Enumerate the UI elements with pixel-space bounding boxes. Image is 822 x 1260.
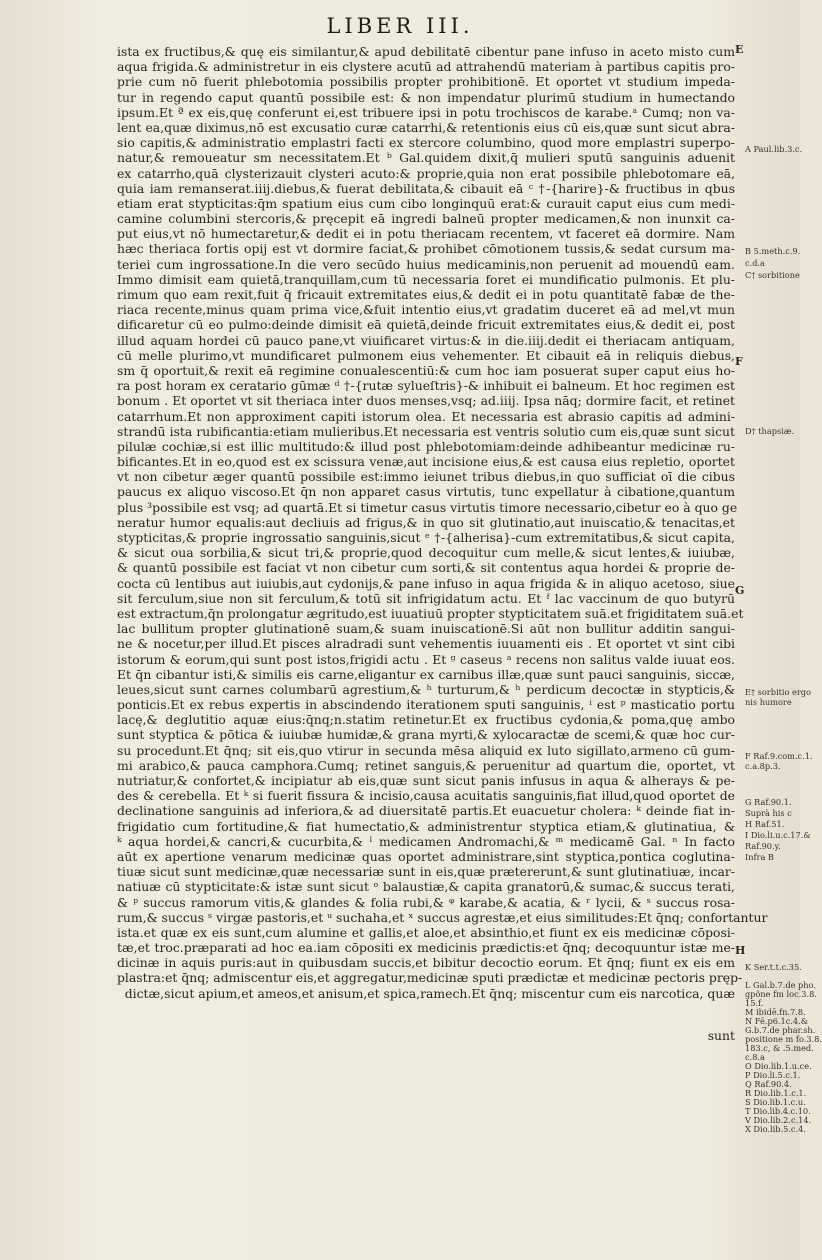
text-line: tæ,et troc.præparati ad hoc ea.iam cōpositi ex medicinis prædictis:et q̄nq; decoquuntur istæ me- — [117, 940, 735, 956]
text-line: camine columbini stercoris,& pręcepit eā ingredi balneū propter medicamen,& non inunxit ca- — [117, 211, 735, 227]
text-line: & sicut oua sorbilia,& sicut tri,& proprie,quod decoquitur cum melle,& sicut lentes,& iuiubæ, — [117, 545, 735, 561]
marginal-note: nis humore — [745, 697, 792, 707]
text-line: ipsum.Et ª ex eis,quę conferunt ei,est tribuere ipsi in potu trochiscos de karabe.ᵃ Cumq; non va- — [117, 104, 735, 120]
text-line: sm q̄ oportuit,& rexit eā regimine conualescentiū:& cum hoc iam posuerat super caput eius ho- — [117, 362, 735, 378]
text-line: dificaretur cū eo pulmo:deinde dimisit eā quietā,deinde fricuit extremitates eius,& dedit ei, post — [117, 317, 735, 333]
section-letter-mark: F — [735, 355, 743, 368]
text-line: sit ferculum,siue non sit ferculum,& totū sit infrigidatum actu. Et ᶠ lac vaccinum de quo butyrū — [117, 590, 735, 606]
text-line: riaca recente,minus quam prima vice,&fuit intentio eius,vt gradatim duceret eā ad mel,vt mun — [117, 302, 735, 318]
text-line: sunt styptica & pōtica & iuiubæ humidæ,& grana myrti,& xylocaractæ de scemi,& quæ hoc cur- — [117, 727, 735, 743]
text-line: Et q̄n cibantur isti,& similis eis carne,eligantur ex carnibus illæ,quæ sunt pauci sanguinis, siccæ, — [117, 666, 735, 682]
text-line: lacę,& deglutitio aquæ eius:q̄nq;n.statim retinetur.Et ex fructibus cydonia,& poma,quę ambo — [117, 712, 735, 728]
text-line: plus ³possibile est vsq; ad quartā.Et si timetur casus virtutis timore necessario,cibetur eo à quo ge — [117, 499, 738, 515]
marginal-note: H Raf.51. — [745, 819, 785, 829]
text-line: mi arabico,& pauca camphora.Cumq; retinet sanguis,& peruenitur ad quartum die, oportet, vt — [117, 757, 735, 773]
text-line: catarrhum.Et non approximent capiti istorum olea. Et necessaria est abrasio capitis ad admini- — [117, 408, 735, 424]
marginal-note: 15.f. — [745, 998, 764, 1008]
marginal-note: S Dio.lib.1.c.u. — [745, 1097, 806, 1107]
marginal-note: A Paul.lib.3.c. — [745, 144, 803, 154]
section-letter-mark: E — [735, 43, 744, 56]
text-line: leues,sicut sunt carnes columbarū agrestium,& ʰ turturum,& ʰ perdicum decoctæ in stypticis,& — [117, 681, 735, 697]
marginal-note: V Dio.lib.2.c.14. — [745, 1115, 812, 1125]
text-line: natiuæ cū stypticitate:& istæ sunt sicut ᵒ balaustiæ,& capita granatorū,& sumac,& succus terati, — [117, 879, 735, 895]
text-line: declinatione sanguinis ad inferiora,& ad diuersitatē partis.Et euacuetur cholera: ᵏ deinde fiat in- — [117, 803, 735, 819]
text-line: quia iam remanserat.iiij.diebus,& fuerat debilitata,& cibauit eā ᶜ †-{harire}-& fructibus in qbus — [117, 180, 735, 196]
marginal-note: L Gal.b.7.de pho. — [745, 980, 816, 990]
marginal-note: I Dio.li.u.c.17.& — [745, 830, 811, 840]
marginal-note: D† thapsiæ. — [745, 426, 795, 436]
marginal-note: G.b.7.de phar.sh. — [745, 1025, 816, 1035]
text-line: stypticitas,& proprie ingrossatio sanguinis,sicut ᵉ †-{alherisa}-cum extremitatibus,& sicut capita, — [117, 530, 735, 545]
text-line: bificantes.Et in eo,quod est ex scissura venæ,aut incisione eius,& est causa eius repletio, oportet — [117, 454, 735, 470]
marginal-note: positione m fo.3.8. — [745, 1034, 822, 1044]
text-line: aqua frigida.& administretur in eis clystere acutū ad attrahendū materiam à partibus capitis pro- — [117, 59, 735, 75]
text-line: aūt ex apertione venarum medicinæ quas oportet administrare,sint styptica,pontica coglutina- — [117, 848, 735, 864]
marginal-note: P Dio.li.5.c.1. — [745, 1070, 801, 1080]
marginal-note: N Fē.p6.1c.4.& — [745, 1016, 808, 1026]
text-line: hæc theriaca fortis opij est vt dormire faciat,& prohibet cōmotionem tussis,& sedat cursum ma- — [117, 241, 735, 257]
marginal-note: K Ser.t.t.c.35. — [745, 962, 802, 972]
text-line: plastra:et q̄nq; admiscentur eis,et aggregatur,medicinæ sputi prædictæ et medicinæ pectoris pręp- — [117, 970, 743, 986]
marginal-note: Q Raf.90.4. — [745, 1079, 792, 1089]
marginal-note: M ibidē.fn.7.8. — [745, 1007, 806, 1017]
marginal-note: Raf.90.y. — [745, 841, 781, 851]
text-line: dicinæ in aquis puris:aut in quibusdam succis,et bibitur decoctio eorum. Et q̄nq; fiunt ex eis em — [117, 955, 735, 971]
text-line: natur,& remoueatur sm necessitatem.Et ᵇ Gal.quidem dixit,q̄ mulieri sputū sanguinis aduenit — [117, 150, 735, 166]
text-line: tiuæ sicut sunt medicinæ,quæ necessariæ sunt in eis,quæ prætererunt,& sunt glutinatiuæ, incar- — [117, 864, 735, 880]
marginal-note: C† sorbitione — [745, 270, 800, 280]
marginal-note: Suprà his c — [745, 808, 792, 818]
text-line: & quantū possibile est faciat vt non cibetur cum sorti,& sit contentus aqua hordei & proprie de- — [117, 560, 735, 576]
text-line: ne & nocetur,per illud.Et pisces alradradi sunt vehementis iuuamenti eis . Et oportet vt sint cibi — [117, 636, 735, 652]
text-line: paucus ex aliquo viscoso.Et q̄n non apparet casus virtutis, tunc expellatur à cibatione,quantum — [117, 484, 735, 500]
text-line: su procedunt.Et q̄nq; sit eis,quo vtirur in secunda mēsa aliquid ex luto sigillato,armeno cū gum- — [117, 742, 735, 758]
text-line: illud aquam hordei cū pauco pane,vt viuificaret virtus:& in die.iiij.dedit ei theriacam antiquam, — [117, 332, 735, 348]
text-line: lac bullitum propter glutinationē suam,& suam inuiscationē.Si aūt non bullitur additin sangui- — [117, 621, 735, 637]
marginal-note: G Raf.90.1. — [745, 797, 792, 807]
marginal-note: c.8.a — [745, 1052, 765, 1062]
text-line: strandū ista rubificantia:etiam mulieribus.Et necessaria est ventris solutio cum eis,quæ sunt sicut — [117, 423, 735, 439]
text-line: lent ea,quæ diximus,nō est excusatio curæ catarrhi,& retentionis eius cū eis,quæ sunt sicut abra- — [117, 119, 735, 135]
marginal-note: R Dio.lib.1.c.1. — [745, 1088, 807, 1098]
text-line: rum,& succus ˢ virgæ pastoris,et ᵘ suchaha,et ˣ succus agrestæ,et eius similitudes:Et q̄nq; confortantur — [117, 909, 768, 925]
running-title: LIBER III. — [326, 14, 474, 38]
text-line: istorum & eorum,qui sunt post istos,frigidi actu . Et ᵍ caseus ᵃ recens non salitus valde iuuat eos. — [117, 651, 735, 667]
text-line: sio capitis,& administratio emplastri facti ex stercore columbino, quod more emplastri superpo- — [117, 135, 735, 151]
text-line: etiam erat stypticitas:q̄m spatium eius cum cibo longinquū erat:& curauit caput eius cum medi- — [117, 195, 735, 211]
text-line: ponticis.Et ex rebus expertis in abscindendo iterationem sputi sanguinis, ⁱ est ᵖ masticatio portu — [117, 697, 735, 713]
text-line: ra post horam ex ceratario gūmæ ᵈ †-{rutæ sylueſtris}-& inhibuit ei balneum. Et hoc regimen est — [117, 378, 735, 394]
text-line: neratur humor equalis:aut decliuis ad frigus,& in quo sit glutinatio,aut inuiscatio,& tenacitas,et — [117, 514, 735, 530]
text-line: cocta cū lentibus aut iuiubis,aut cydonijs,& pane infuso in aqua frigida & in aliquo acetoso, siue — [117, 575, 735, 591]
text-line: dictæ,sicut apium,et ameos,et anisum,et spica,ramech.Et q̄nq; miscentur cum eis narcotica, quæ — [124, 985, 735, 1001]
marginal-note: B 5.meth.c.9. — [745, 246, 801, 256]
text-line: vt non cibetur æger quantū possibile est:immo ieiunet tribus diebus,in quo sufficiat oī die cibus — [117, 469, 735, 485]
text-line: est extractum,q̄n prolongatur ægritudo,est iuuatiuū propter stypticitatem suā.et frigiditatem suā.et — [117, 605, 744, 621]
marginal-note: gpöne fm loc.3.8. — [745, 989, 817, 999]
text-line: cū melle plurimo,vt mundificaret pulmonem eius vehementer. Et cibauit eā in reliquis diebus, — [117, 347, 735, 363]
text-line: & ᵖ succus ramorum vitis,& glandes & folia rubi,& ᵠ karabe,& acatia, & ʳ lycii, & ˢ succus rosa- — [117, 894, 735, 910]
marginal-note: 183.c, & .5.med. — [745, 1043, 814, 1053]
marginal-note: E† sorbitio ergo — [745, 687, 811, 697]
marginal-note: Infra B — [745, 852, 774, 862]
section-letter-mark: H — [735, 944, 746, 957]
marginal-note: F Raf.9.com.c.1. — [745, 751, 813, 761]
text-line: Immo dimisit eam quietā,tranquillam,cum tū necessaria foret ei mundificatio pulmonis. Et plu- — [117, 271, 735, 287]
text-line: prie cum nō fuerit phlebotomia possibilis propter prohibitionē. Et oportet vt studium impeda- — [117, 74, 735, 90]
text-line: ista ex fructibus,& quę eis similantur,& apud debilitatē cibentur pane infuso in aceto misto cum — [117, 44, 735, 59]
section-letter-mark: G — [735, 584, 745, 597]
text-line: ista.et quæ ex eis sunt,cum alumine et gallis,et aloe,et absinthio,et fiunt ex eis medicinæ cōposi- — [117, 924, 735, 940]
text-line: ᵏ aqua hordei,& cancri,& cucurbita,& ˡ medicamen Andromachi,& ᵐ medicamē Gal. ⁿ In facto — [117, 833, 735, 849]
text-line: pilulæ cochiæ,si est illic multitudo:& illud post phlebotomiam:deinde adhibeantur medicinæ ru- — [117, 438, 735, 454]
text-line: rimum quo eam rexit,fuit q̄ fricauit extremitates eius,& dedit ei in potu quantitatē fabæ de the- — [117, 287, 735, 302]
marginal-note: c.d.a — [745, 258, 765, 268]
marginal-note: T Dio.lib.4.c.10. — [745, 1106, 811, 1116]
marginal-note: X Dio.lib.5.c.4. — [745, 1124, 806, 1134]
text-line: ex catarrho,quā clysterizauit clysteri acuto:& proprie,quia non erat possibile phlebotomare eā, — [117, 165, 735, 181]
text-line: teriei cum ingrossatione.In die vero secūdo huius medicaminis,non peruenit ad mouendū eam. — [117, 256, 735, 272]
text-line: nutriatur,& confortet,& incipiatur ab eis,quæ sunt sicut panis infusus in aqua & alherays & pe- — [117, 773, 735, 788]
marginal-note: O Dio.lib.1.u.ce. — [745, 1061, 812, 1071]
text-line: tur in regendo caput quantū possibile est: & non impendatur plurimū studium in humectando — [117, 89, 735, 105]
text-line: put eius,vt nō humectaretur,& dedit ei in potu theriacam recentem, vt faceret eā dormire. Nam — [117, 226, 735, 242]
text-line: des & cerebella. Et ᵏ si fuerit fissura & incisio,causa acuitatis sanguinis,fiat illud,quod oportet de — [117, 788, 735, 804]
marginal-note: c.a.8p.3. — [745, 761, 781, 771]
text-line: bonum . Et oportet vt sit theriaca inter duos menses,vsq; ad.iiij. Ipsa nāq; dormire facit, et retinet — [117, 393, 735, 409]
text-line: frigidatio cum fortitudine,& fiat humectatio,& administrentur styptica etiam,& glutinatiua, & — [117, 818, 735, 834]
catchword: sunt — [707, 1028, 735, 1043]
